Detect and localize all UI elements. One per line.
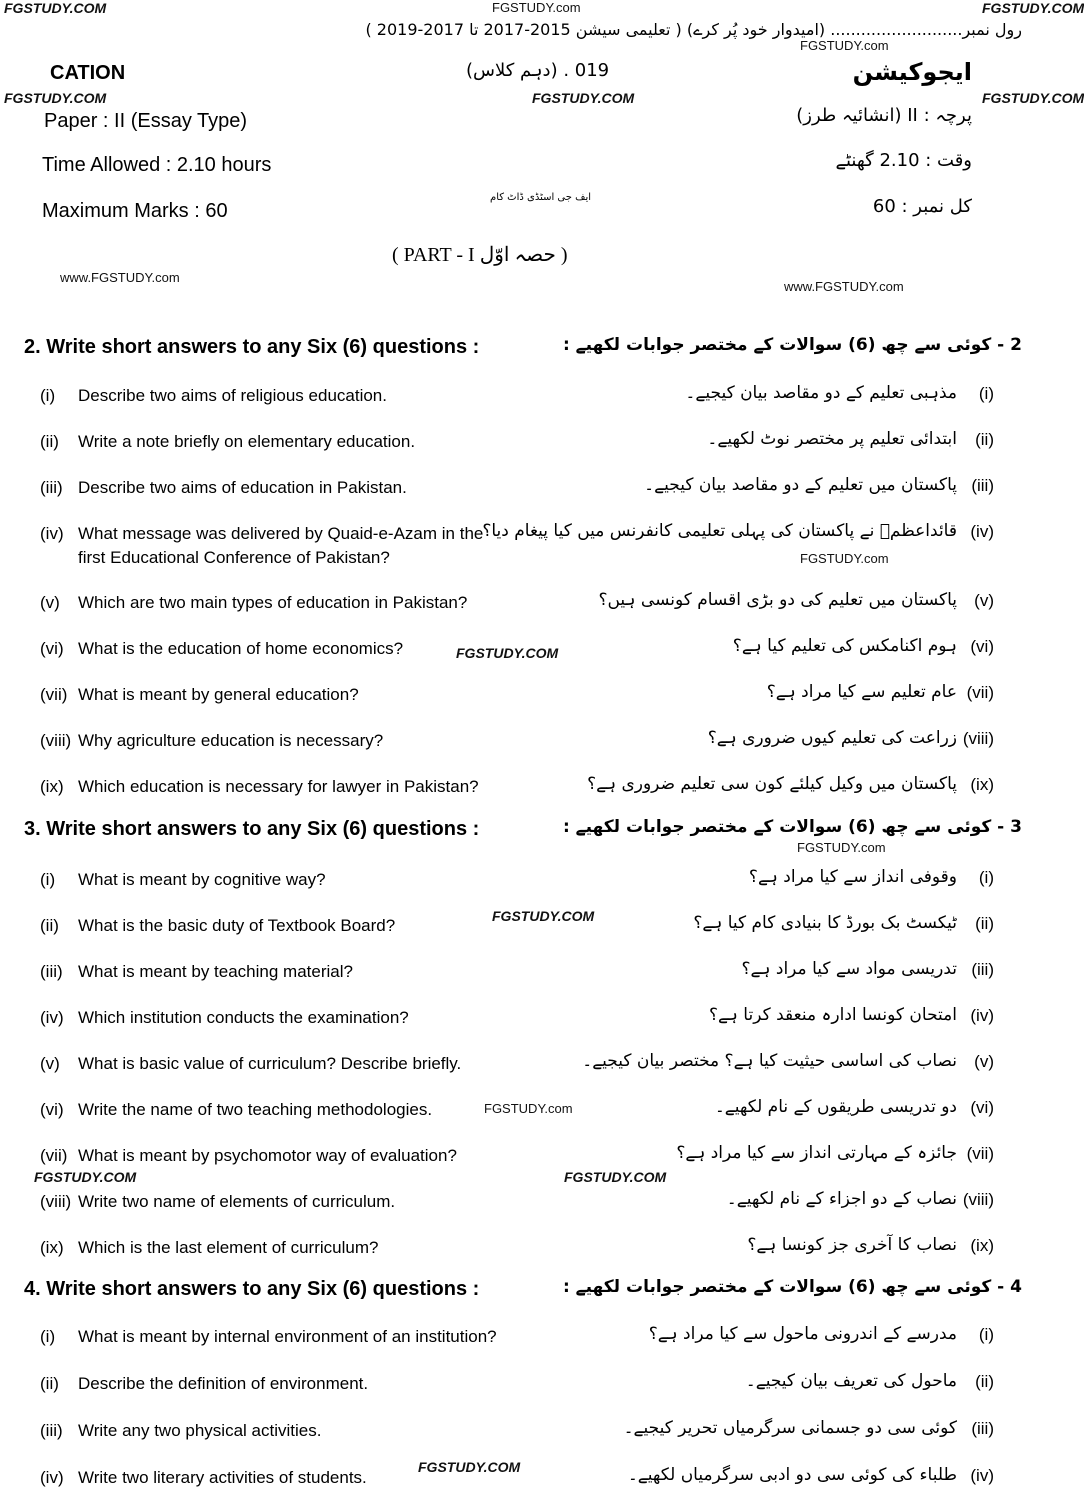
item-text-en-line2: first Educational Conference of Pakistan? — [78, 548, 390, 567]
item-text-en: Why agriculture education is necessary? — [78, 731, 384, 750]
item-text-en: What is basic value of curriculum? Describe briefly. — [78, 1054, 462, 1073]
item-text-urdu: زراعت کی تعلیم کیوں ضروری ہے؟ — [707, 728, 957, 748]
item-text-en: What is meant by psychomotor way of evaluation? — [78, 1146, 457, 1165]
item-text-en: What is meant by cognitive way? — [78, 870, 326, 889]
item-text-en: Which are two main types of education in Pakistan? — [78, 593, 468, 612]
item-number-urdu: (viii) — [962, 1190, 994, 1209]
question-item — [0, 1186, 1052, 1232]
question-item — [0, 1368, 1052, 1414]
watermark: FGSTUDY.COM — [564, 1169, 667, 1185]
item-number-urdu: (ii) — [975, 430, 994, 449]
question-item — [0, 679, 1052, 725]
session-line — [365, 20, 1022, 39]
question-heading-text: Write short answers to any Six (6) questions : — [46, 818, 480, 840]
item-text-urdu: نصاب کا آخری جز کونسا ہے؟ — [747, 1235, 957, 1255]
item-number-urdu: (ix) — [970, 1236, 994, 1255]
question-heading-urdu: 2 - کوئی سے چھ (6) سوالات کے مختصر جوابات لکھیے : — [562, 335, 1022, 355]
item-number: (vi) — [40, 639, 64, 658]
question-heading-urdu-text: کوئی سے چھ (6) سوالات کے مختصر جوابات لکھیے : — [562, 817, 992, 837]
item-number: (v) — [40, 1054, 60, 1073]
item-text-urdu: وقوفی انداز سے کیا مراد ہے؟ — [748, 867, 957, 887]
question-item — [0, 1094, 1052, 1140]
item-number: (i) — [40, 1327, 56, 1346]
item-text-en: What is meant by teaching material? — [78, 962, 353, 981]
item-text-urdu: پاکستان میں تعلیم کے دو مقاصد بیان کیجیے۔ — [644, 475, 957, 495]
marks-en: Maximum Marks : 60 — [42, 200, 228, 222]
item-text-urdu: عام تعلیم سے کیا مراد ہے؟ — [766, 682, 957, 702]
item-text-en: What is the education of home economics? — [78, 639, 404, 658]
watermark: ایف جی اسٹڈی ڈاٹ کام — [490, 192, 592, 203]
item-number-urdu: (ix) — [970, 775, 994, 794]
item-text-urdu: ابتدائی تعلیم پر مختصر نوٹ لکھیے۔ — [707, 429, 957, 449]
question-heading-4 — [24, 1278, 479, 1301]
item-number: (v) — [40, 593, 60, 612]
paper-en: Paper : II (Essay Type) — [44, 110, 248, 132]
marks-ur: کل نمبر : 60 — [872, 196, 972, 217]
item-text-urdu: مذہبی تعلیم کے دو مقاصد بیان کیجیے۔ — [685, 383, 957, 403]
item-text-urdu: ہوم اکنامکس کی تعلیم کیا ہے؟ — [732, 636, 957, 656]
question-heading-text: Write short answers to any Six (6) questions : — [46, 1278, 480, 1300]
question-heading-urdu-text: کوئی سے چھ (6) سوالات کے مختصر جوابات لکھیے : — [562, 335, 992, 355]
watermark: FGSTUDY.COM — [4, 0, 107, 16]
item-text-en: Write two literary activities of students. — [78, 1468, 367, 1487]
item-text-en: Which is the last element of curriculum? — [78, 1238, 379, 1257]
item-text-urdu: ٹیکسٹ بک بورڈ کا بنیادی کام کیا ہے؟ — [693, 913, 957, 933]
question-number: 2. — [24, 336, 41, 358]
item-number-urdu: (v) — [974, 591, 994, 610]
item-text-urdu: نصاب کی اساسی حیثیت کیا ہے؟ مختصر بیان کیجیے۔ — [582, 1051, 957, 1071]
question-number-urdu: 4 — [1010, 1277, 1022, 1297]
question-heading-urdu: 4 - کوئی سے چھ (6) سوالات کے مختصر جوابات لکھیے : — [562, 1277, 1022, 1297]
item-text-urdu: قائداعظمؒ نے پاکستان کی پہلی تعلیمی کانفرنس میں کیا پیغام دیا؟ — [482, 521, 957, 541]
watermark: FGSTUDY.com — [800, 551, 889, 566]
question-item — [0, 380, 1052, 426]
item-number-urdu: (iv) — [970, 522, 994, 541]
watermark: FGSTUDY.COM — [456, 645, 559, 661]
item-number: (ii) — [40, 1374, 59, 1393]
question-item — [0, 1140, 1052, 1186]
item-number-urdu: (iv) — [970, 1466, 994, 1485]
time-ur: وقت : 2.10 گھنٹے — [835, 150, 972, 171]
item-text-urdu: پاکستان میں وکیل کیلئے کون سی تعلیم ضروری ہے؟ — [587, 774, 957, 794]
question-item — [0, 910, 1052, 956]
item-number: (vii) — [40, 1146, 68, 1165]
item-number-urdu: (ii) — [975, 914, 994, 933]
question-number-urdu: 2 — [1010, 335, 1022, 355]
watermark: FGSTUDY.COM — [982, 90, 1084, 106]
item-number-urdu: (i) — [978, 868, 994, 887]
question-number-urdu: 3 — [1010, 817, 1022, 837]
item-number-urdu: (iii) — [971, 960, 994, 979]
item-number: (vii) — [40, 685, 68, 704]
item-number-urdu: (ii) — [975, 1372, 994, 1391]
watermark: FGSTUDY.com — [800, 38, 889, 53]
roll-no-label: رول نمبر.......................... — [830, 20, 1022, 39]
item-text-urdu: جائزہ کے مہارتی انداز سے کیا مراد ہے؟ — [676, 1143, 957, 1163]
question-item — [0, 1321, 1052, 1367]
question-number: 4. — [24, 1278, 41, 1300]
watermark: FGSTUDY.COM — [982, 0, 1084, 16]
item-text-urdu: پاکستان میں تعلیم کی دو بڑی اقسام کونسی ہیں؟ — [598, 590, 957, 610]
item-text-en: Describe two aims of religious education. — [78, 386, 387, 405]
question-number: 3. — [24, 818, 41, 840]
item-number: (ii) — [40, 432, 59, 451]
watermark: FGSTUDY.com — [492, 0, 581, 15]
question-item — [0, 864, 1052, 910]
item-text-en: Describe the definition of environment. — [78, 1374, 369, 1393]
item-text-urdu: کوئی سی دو جسمانی سرگرمیاں تحریر کیجیے۔ — [623, 1418, 957, 1438]
item-number: (ii) — [40, 916, 59, 935]
time-en: Time Allowed : 2.10 hours — [42, 154, 272, 176]
item-number-urdu: (iii) — [971, 476, 994, 495]
watermark: FGSTUDY.COM — [418, 1459, 521, 1475]
question-item — [0, 633, 1052, 679]
question-heading-urdu: 3 - کوئی سے چھ (6) سوالات کے مختصر جوابات لکھیے : — [562, 817, 1022, 837]
item-number: (iii) — [40, 1421, 63, 1440]
item-number: (iii) — [40, 962, 63, 981]
paper-ur: پرچہ : II (انشائیہ طرز) — [796, 105, 972, 126]
watermark: FGSTUDY.com — [797, 840, 886, 855]
year-class: 019 . (دہم کلاس) — [466, 60, 610, 81]
item-number-urdu: (vi) — [970, 1098, 994, 1117]
watermark: www.FGSTUDY.com — [784, 279, 904, 294]
item-text-urdu: امتحان کونسا ادارہ منعقد کرتا ہے؟ — [708, 1005, 957, 1025]
question-item — [0, 518, 1052, 567]
item-text-urdu: تدریسی مواد سے کیا مراد ہے؟ — [741, 959, 957, 979]
item-text-urdu: دو تدریسی طریقوں کے نام لکھیے۔ — [714, 1097, 957, 1117]
question-heading-text: Write short answers to any Six (6) questions : — [46, 336, 480, 358]
subject-ur: ایجوکیشن — [852, 58, 972, 86]
question-item — [0, 587, 1052, 633]
question-heading-3 — [24, 818, 479, 841]
item-text-en: Which institution conducts the examination? — [78, 1008, 409, 1027]
item-text-en: Write the name of two teaching methodologies. — [78, 1100, 433, 1119]
item-number-urdu: (vii) — [966, 683, 994, 702]
item-text-en: Write a note briefly on elementary education. — [78, 432, 416, 451]
question-item — [0, 956, 1052, 1002]
watermark: FGSTUDY.com — [484, 1101, 573, 1116]
question-item — [0, 1462, 1052, 1508]
item-text-en: What is the basic duty of Textbook Board? — [78, 916, 396, 935]
item-text-urdu: نصاب کے دو اجزاء کے نام لکھیے۔ — [726, 1189, 957, 1209]
item-text-urdu: طلباء کی کوئی سی دو ادبی سرگرمیاں لکھیے۔ — [627, 1465, 957, 1485]
item-number-urdu: (iv) — [970, 1006, 994, 1025]
question-item — [0, 725, 1052, 771]
question-item — [0, 1415, 1052, 1461]
watermark: www.FGSTUDY.com — [60, 270, 180, 285]
watermark: FGSTUDY.COM — [492, 908, 595, 924]
item-number: (ix) — [40, 1238, 64, 1257]
question-heading-urdu-text: کوئی سے چھ (6) سوالات کے مختصر جوابات لکھیے : — [562, 1277, 992, 1297]
session-text: (امیدوار خود پُر کرے) ( تعلیمی سیشن 2015-2017 تا 2017-2019 ) — [365, 20, 826, 39]
item-text-en: What is meant by internal environment of an institution? — [78, 1327, 497, 1346]
item-number: (vi) — [40, 1100, 64, 1119]
item-text-urdu: مدرسے کے اندرونی ماحول سے کیا مراد ہے؟ — [648, 1324, 957, 1344]
question-item — [0, 771, 1052, 817]
item-number: (iv) — [40, 1468, 64, 1487]
question-item — [0, 1232, 1052, 1278]
item-text-en: Describe two aims of education in Pakistan. — [78, 478, 407, 497]
question-item — [0, 426, 1052, 472]
item-text-urdu: ماحول کی تعریف بیان کیجیے۔ — [745, 1371, 957, 1391]
subject-en: CATION — [50, 62, 126, 84]
item-number-urdu: (v) — [974, 1052, 994, 1071]
item-text-en: Which education is necessary for lawyer in Pakistan? — [78, 777, 479, 796]
item-number: (iv) — [40, 524, 64, 543]
watermark: FGSTUDY.COM — [532, 90, 635, 106]
item-number: (i) — [40, 870, 56, 889]
item-text-en: What message was delivered by Quaid-e-Azam in the — [78, 524, 484, 543]
item-number-urdu: (vi) — [970, 637, 994, 656]
watermark: FGSTUDY.COM — [4, 90, 107, 106]
item-number-urdu: (vii) — [966, 1144, 994, 1163]
item-number-urdu: (i) — [978, 1325, 994, 1344]
item-text-en: Write any two physical activities. — [78, 1421, 322, 1440]
item-number: (ix) — [40, 777, 64, 796]
item-number: (i) — [40, 386, 56, 405]
item-text-en: What is meant by general education? — [78, 685, 359, 704]
item-text-en: Write two name of elements of curriculum. — [78, 1192, 396, 1211]
question-heading-2 — [24, 336, 479, 359]
item-number: (viii) — [40, 1192, 72, 1211]
item-number: (iv) — [40, 1008, 64, 1027]
question-item — [0, 1002, 1052, 1048]
item-number-urdu: (i) — [978, 384, 994, 403]
item-number-urdu: (viii) — [962, 729, 994, 748]
question-item — [0, 1048, 1052, 1094]
item-number-urdu: (iii) — [971, 1419, 994, 1438]
item-number: (iii) — [40, 478, 63, 497]
watermark: FGSTUDY.COM — [34, 1169, 137, 1185]
item-number: (viii) — [40, 731, 72, 750]
part-heading: ( PART - I حصہ اوّل ) — [392, 244, 568, 266]
question-item — [0, 472, 1052, 518]
